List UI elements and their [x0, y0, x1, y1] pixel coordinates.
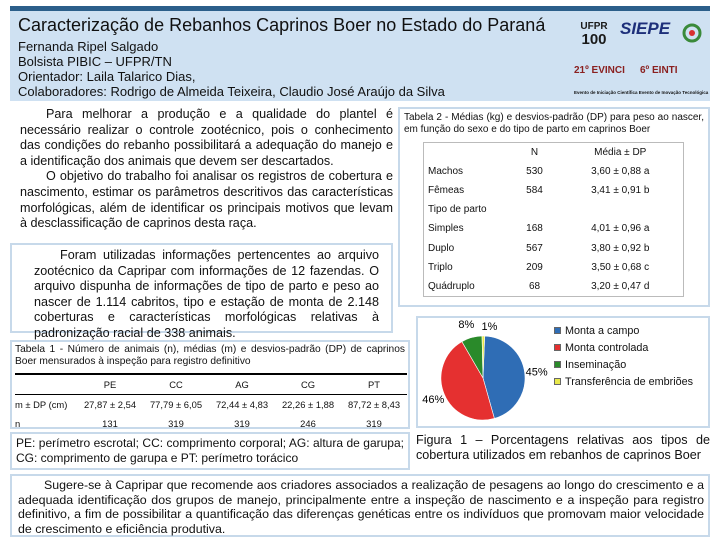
methods-box [10, 243, 393, 340]
legend-swatch [554, 344, 561, 351]
table1 [15, 373, 407, 435]
pie-data-label: 8% [458, 319, 475, 332]
table-cell: 72,44 ± 4,83 [215, 398, 269, 410]
table-cell: 319 [234, 418, 250, 429]
legend-item [554, 339, 693, 356]
legend-swatch [554, 378, 561, 385]
table-cell: n [15, 418, 21, 429]
table-row [424, 238, 684, 257]
evinci-logo: 21º EVINCI [574, 65, 625, 76]
table1-caption: Tabela 1 - Número de animais (n), médias (m) e desvios-padrão (DP) de caprinos Boer mensurados à inspeção para registro definitivo [15, 344, 405, 367]
legend-swatch [554, 327, 561, 334]
siepe-logo [620, 19, 702, 53]
legend-item [554, 356, 693, 373]
legend-swatch [554, 361, 561, 368]
intro-paragraph-1: Para melhorar a produção e a qualidade do plantel é necessário realizar o controle zootécnico, pois o conhecimento das condições do rebanho possibilitará a adequação do manejo e a identificação dos animais que devem ser descartados. [20, 107, 393, 168]
siepe-swirl-icon [682, 23, 702, 43]
table-cell: 584 [526, 184, 543, 196]
table1-header: PE [103, 378, 117, 390]
table-cell: Quádruplo [428, 280, 475, 292]
legend-item [554, 373, 693, 390]
table-cell: Machos [428, 165, 464, 177]
legend-item [554, 322, 693, 339]
collaborators-line: Colaboradores: Rodrigo de Almeida Teixeira, Claudio José Araújo da Silva [18, 84, 445, 99]
table1-header [15, 374, 77, 394]
table-cell: 3,41 ± 0,91 b [591, 184, 650, 196]
table2-header: N [530, 146, 539, 158]
table2-header [424, 143, 512, 162]
table-cell: Tipo de parto [428, 204, 487, 216]
advisor-line: Orientador: Laila Talarico Dias, [18, 69, 196, 84]
table1-note-box [10, 432, 410, 470]
table-cell: 4,01 ± 0,96 a [591, 223, 650, 235]
table-cell: 22,26 ± 1,88 [281, 398, 335, 410]
table2 [423, 142, 684, 297]
legend-label: Transferência de embriões [565, 375, 694, 388]
introduction-box [20, 107, 393, 235]
chart-box [416, 316, 710, 428]
ufpr-logo-text: UFPR [580, 21, 608, 32]
table2-header: Média ± DP [594, 146, 647, 158]
table-cell: 27,87 ± 2,54 [83, 398, 137, 410]
table-row [15, 394, 407, 414]
table-cell: 3,20 ± 0,47 d [591, 280, 650, 292]
table-cell: 530 [526, 165, 543, 177]
table-row [424, 200, 684, 219]
table-row [424, 258, 684, 277]
pie-data-label: 45% [525, 366, 548, 379]
table2-caption: Tabela 2 - Médias (kg) e desvios-padrão (DP) para peso ao nascer, em função do sexo e do tipo de parto em caprinos Boer [404, 112, 704, 135]
table-cell: 87,72 ± 8,43 [347, 398, 401, 410]
legend-label: Inseminação [565, 358, 627, 371]
table-row [15, 414, 407, 434]
methods-paragraph: Foram utilizadas informações pertencentes ao arquivo zootécnico da Capripar com informações de 12 fazendas. O arquivo dispunha de informações de tipo de parto e peso ao nascer de 1.114 cabritos, tipo e estação de monta de 2.148 coberturas e características morfológicas relativas à padronização racial de 338 animais. [34, 248, 379, 340]
table-cell: m ± DP (cm) [15, 398, 68, 410]
table2-box [398, 107, 710, 307]
table-cell: 246 [300, 418, 316, 429]
table-cell: 3,50 ± 0,68 c [591, 261, 650, 273]
table-cell: 68 [528, 280, 541, 292]
figure1-caption-box [416, 433, 710, 469]
conclusion-paragraph: Sugere-se à Capripar que recomende aos criadores associados a realização de pesagens ao longo do crescimento e a adequada identificação dos grupos de manejo, principalmente entre a inspeção de nascimento e a inspeção para registro definitivo, a fim de possibilitar a quantificação das diferenças genéticas entre os indivíduos que promovam maior velocidade de crescimento e eficiência produtiva. [18, 478, 704, 536]
table1-header: PT [368, 378, 380, 390]
intro-paragraph-2: O objetivo do trabalho foi analisar os registros de cobertura e nascimento, estimar os parâmetros descritivos das características morfológicas, além de identificar os principais motivos que levam à desclassificação de caprinos desta raça. [20, 169, 393, 231]
table-cell: 209 [526, 261, 543, 273]
table-cell: Duplo [428, 242, 455, 254]
table-cell: 168 [526, 223, 543, 235]
scholarship-line: Bolsista PIBIC – UFPR/TN [18, 54, 172, 69]
table-cell: 77,79 ± 6,05 [149, 398, 203, 410]
legend-label: Monta a campo [565, 324, 640, 337]
poster-header [10, 6, 710, 101]
chart-legend [554, 322, 693, 390]
table-cell: 567 [526, 242, 543, 254]
table-cell: 3,60 ± 0,88 a [591, 165, 650, 177]
legend-label: Monta controlada [565, 341, 649, 354]
table-cell [558, 200, 684, 219]
table-cell [512, 200, 558, 219]
table-cell: Triplo [428, 261, 453, 273]
table-cell: 319 [366, 418, 382, 429]
pie-data-label: 1% [481, 321, 498, 334]
table1-header: CC [169, 378, 183, 390]
table-cell: Fêmeas [428, 184, 465, 196]
table1-header: AG [235, 378, 249, 390]
poster-title: Caracterização de Rebanhos Caprinos Boer no Estado do Paraná [18, 15, 546, 35]
table-row [424, 219, 684, 238]
author-name: Fernanda Ripel Salgado [18, 39, 159, 54]
ufpr-logo [574, 15, 614, 57]
logos-caption: Evento de Iniciação Científica Evento de Inovação Tecnológica [574, 90, 709, 95]
table-row [424, 162, 684, 181]
ufpr-year-text: 100 [581, 31, 607, 48]
table1-header: CG [300, 378, 316, 390]
figure1-caption: Figura 1 – Porcentagens relativas aos tipos de cobertura utilizados em rebanhos de caprinos Boer [416, 433, 710, 462]
table-cell: 3,80 ± 0,92 b [591, 242, 650, 254]
logos-area [574, 15, 709, 100]
pie-data-label: 46% [422, 394, 445, 407]
eintec-logo: 6º EINTI [640, 65, 678, 76]
table1-note: PE: perímetro escrotal; CC: comprimento corporal; AG: altura de garupa; CG: comprimento de garupa e PT: perímetro torácico [16, 436, 404, 465]
table-cell: 319 [168, 418, 184, 429]
table-row [424, 277, 684, 296]
table-cell: 131 [102, 418, 118, 429]
table-row [424, 181, 684, 200]
table-cell: Simples [428, 223, 464, 235]
table1-box [10, 340, 410, 429]
conclusion-box [10, 474, 710, 537]
siepe-logo-text: SIEPE [620, 19, 671, 38]
